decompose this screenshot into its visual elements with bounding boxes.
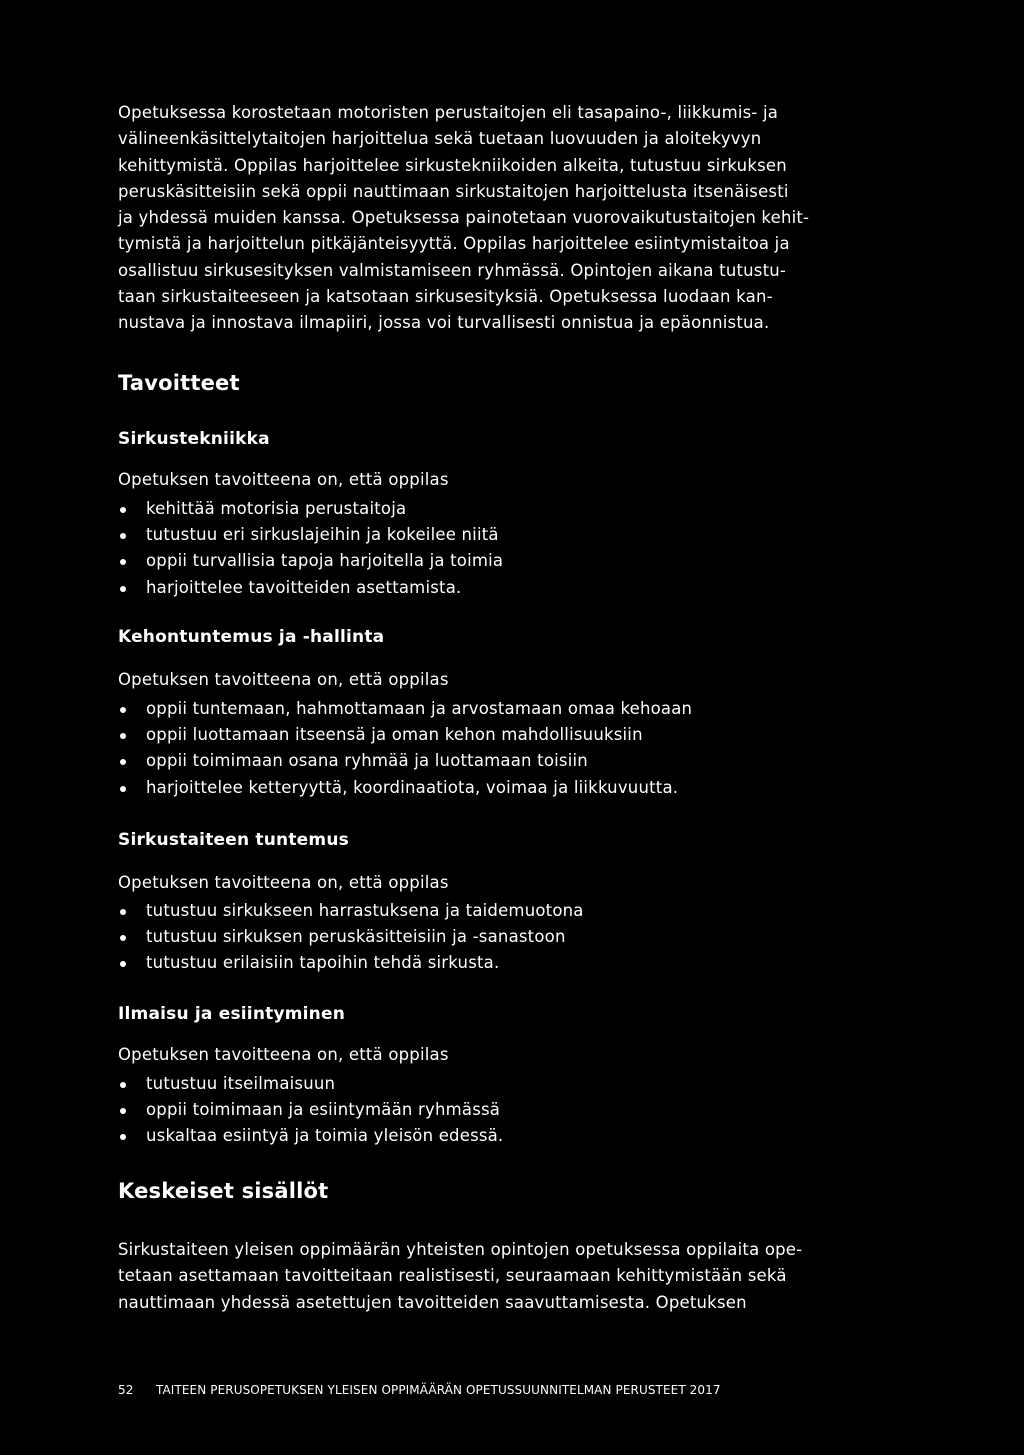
list-item: tutustuu sirkukseen harrastuksena ja taidemuotona bbox=[118, 898, 584, 924]
section-title-ilmaisu: Ilmaisu ja esiintyminen bbox=[118, 1004, 346, 1024]
list-item: oppii luottamaan itseensä ja oman kehon mahdollisuuksiin bbox=[118, 722, 692, 748]
section-lead: Opetuksen tavoitteena on, että oppilas bbox=[118, 873, 449, 892]
list-item: tutustuu erilaisiin tapoihin tehdä sirkusta. bbox=[118, 950, 584, 976]
page-footer bbox=[118, 1383, 721, 1397]
list-item: tutustuu itseilmaisuun bbox=[118, 1071, 503, 1097]
bullet-list bbox=[118, 696, 692, 801]
list-item: oppii turvallisia tapoja harjoitella ja toimia bbox=[118, 548, 503, 574]
section-lead: Opetuksen tavoitteena on, että oppilas bbox=[118, 670, 449, 689]
list-item: oppii toimimaan ja esiintymään ryhmässä bbox=[118, 1097, 503, 1123]
list-item: tutustuu sirkuksen peruskäsitteisiin ja -sanastoon bbox=[118, 924, 584, 950]
list-item: oppii tuntemaan, hahmottamaan ja arvostamaan omaa kehoaan bbox=[118, 696, 692, 722]
goals-heading: Tavoitteet bbox=[118, 371, 240, 395]
list-item: tutustuu eri sirkuslajeihin ja kokeilee niitä bbox=[118, 522, 503, 548]
section-title-sirkustekniikka: Sirkustekniikka bbox=[118, 429, 270, 449]
list-item: uskaltaa esiintyä ja toimia yleisön edessä. bbox=[118, 1123, 503, 1149]
bullet-list bbox=[118, 898, 584, 977]
section-title-kehontuntemus: Kehontuntemus ja -hallinta bbox=[118, 627, 385, 647]
list-item: harjoittelee tavoitteiden asettamista. bbox=[118, 575, 503, 601]
bullet-list bbox=[118, 1071, 503, 1150]
page-number: 52 bbox=[118, 1383, 134, 1397]
list-item: harjoittelee ketteryyttä, koordinaatiota, voimaa ja liikkuvuutta. bbox=[118, 775, 692, 801]
footer-title: TAITEEN PERUSOPETUKSEN YLEISEN OPPIMÄÄRÄN OPETUSSUUNNITELMAN PERUSTEET 2017 bbox=[156, 1383, 721, 1397]
section-lead: Opetuksen tavoitteena on, että oppilas bbox=[118, 470, 449, 489]
list-item: oppii toimimaan osana ryhmää ja luottamaan toisiin bbox=[118, 748, 692, 774]
section-title-sirkustaiteen-tuntemus: Sirkustaiteen tuntemus bbox=[118, 830, 349, 850]
list-item: kehittää motorisia perustaitoja bbox=[118, 496, 503, 522]
intro-paragraph: Opetuksessa korostetaan motoristen perustaitojen eli tasapaino-, liikkumis- ja välineenkäsittelytaitojen harjoittelua sekä tuetaan luovuuden ja aloitekyvyn kehittymistä. Oppilas harjoittelee sirkustekniikoiden alkeita, tutustuu sirkuksen peruskäsitteisiin sekä oppii nauttimaan sirkustaitojen harjoittelusta itsenäisesti ja yhdessä muiden kanssa. Opetuksessa painotetaan vuorovaikutustaitojen kehit- tymistä ja harjoittelun pitkäjänteisyyttä. Oppilas harjoittelee esiintymistaitoa ja osallistuu sirkusesityksen valmistamiseen ryhmässä. Opintojen aikana tutustu- taan sirkustaiteeseen ja katsotaan sirkusesityksiä. Opetuksessa luodaan kan- nustava ja innostava ilmapiiri, jossa voi turvallisesti onnistua ja epäonnistua. bbox=[118, 103, 810, 333]
bullet-list bbox=[118, 496, 503, 601]
content-paragraph: Sirkustaiteen yleisen oppimäärän yhteisten opintojen opetuksessa oppilaita ope- tetaan asettamaan tavoitteitaan realistisesti, seuraamaan kehittymistään sekä nauttimaan yhdessä asetettujen tavoitteiden saavuttamisesta. Opetuksen bbox=[118, 1240, 803, 1312]
section-lead: Opetuksen tavoitteena on, että oppilas bbox=[118, 1045, 449, 1064]
content-heading: Keskeiset sisällöt bbox=[118, 1179, 329, 1203]
